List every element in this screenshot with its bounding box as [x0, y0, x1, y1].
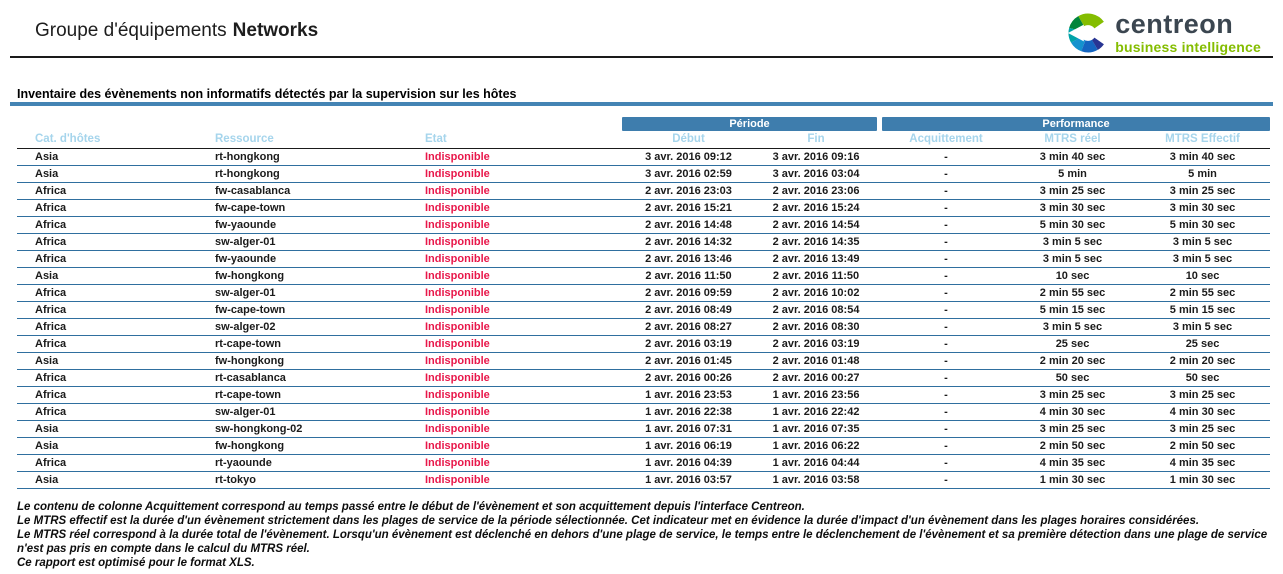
cell-mtrs-reel: 3 min 40 sec [1010, 148, 1135, 165]
cell-fin: 2 avr. 2016 14:54 [755, 216, 877, 233]
cell-cat-hotes: Africa [17, 216, 215, 233]
cell-mtrs-effectif: 3 min 25 sec [1135, 420, 1270, 437]
cell-mtrs-effectif: 4 min 30 sec [1135, 403, 1270, 420]
cell-mtrs-effectif: 4 min 35 sec [1135, 454, 1270, 471]
cell-acquittement: - [882, 454, 1010, 471]
cell-acquittement: - [882, 233, 1010, 250]
cell-debut: 1 avr. 2016 06:19 [622, 437, 755, 454]
cell-cat-hotes: Africa [17, 403, 215, 420]
cell-etat: Indisponible [425, 267, 622, 284]
column-header-mtrs-effectif: MTRS Effectif [1135, 131, 1270, 148]
cell-acquittement: - [882, 471, 1010, 488]
cell-acquittement: - [882, 165, 1010, 182]
cell-ressource: fw-hongkong [215, 267, 425, 284]
cell-debut: 2 avr. 2016 08:27 [622, 318, 755, 335]
column-header-etat: Etat [425, 131, 622, 148]
cell-mtrs-reel: 4 min 35 sec [1010, 454, 1135, 471]
cell-mtrs-reel: 5 min 30 sec [1010, 216, 1135, 233]
table-row [17, 318, 1270, 335]
cell-cat-hotes: Asia [17, 352, 215, 369]
cell-etat: Indisponible [425, 284, 622, 301]
cell-etat: Indisponible [425, 420, 622, 437]
column-header-debut: Début [622, 131, 755, 148]
cell-etat: Indisponible [425, 233, 622, 250]
footnote-xls: Ce rapport est optimisé pour le format XLS. [17, 557, 255, 569]
column-header-mtrs-reel: MTRS réel [1010, 131, 1135, 148]
cell-debut: 2 avr. 2016 11:50 [622, 267, 755, 284]
group-header-periode: Période [622, 117, 877, 131]
cell-acquittement: - [882, 267, 1010, 284]
cell-mtrs-reel: 3 min 25 sec [1010, 386, 1135, 403]
column-header-acquittement: Acquittement [882, 131, 1010, 148]
cell-mtrs-reel: 3 min 5 sec [1010, 233, 1135, 250]
cell-etat: Indisponible [425, 437, 622, 454]
cell-mtrs-effectif: 3 min 30 sec [1135, 199, 1270, 216]
cell-fin: 1 avr. 2016 03:58 [755, 471, 877, 488]
cell-mtrs-effectif: 5 min 30 sec [1135, 216, 1270, 233]
cell-mtrs-reel: 5 min 15 sec [1010, 301, 1135, 318]
cell-acquittement: - [882, 199, 1010, 216]
cell-debut: 1 avr. 2016 07:31 [622, 420, 755, 437]
footnotes [17, 500, 1271, 570]
table-row [17, 284, 1270, 301]
cell-debut: 1 avr. 2016 04:39 [622, 454, 755, 471]
cell-etat: Indisponible [425, 386, 622, 403]
cell-etat: Indisponible [425, 471, 622, 488]
cell-ressource: fw-cape-town [215, 199, 425, 216]
cell-mtrs-effectif: 3 min 25 sec [1135, 386, 1270, 403]
cell-mtrs-effectif: 5 min 15 sec [1135, 301, 1270, 318]
cell-etat: Indisponible [425, 165, 622, 182]
table-row [17, 250, 1270, 267]
cell-mtrs-reel: 3 min 5 sec [1010, 250, 1135, 267]
cell-debut: 1 avr. 2016 23:53 [622, 386, 755, 403]
cell-mtrs-reel: 3 min 25 sec [1010, 420, 1135, 437]
table-row [17, 437, 1270, 454]
cell-debut: 2 avr. 2016 14:32 [622, 233, 755, 250]
cell-mtrs-effectif: 50 sec [1135, 369, 1270, 386]
table-row [17, 454, 1270, 471]
cell-fin: 1 avr. 2016 07:35 [755, 420, 877, 437]
cell-mtrs-effectif: 2 min 20 sec [1135, 352, 1270, 369]
group-header-blank [17, 117, 622, 131]
table-row [17, 301, 1270, 318]
column-header-ressource: Ressource [215, 131, 425, 148]
cell-ressource: fw-hongkong [215, 437, 425, 454]
cell-etat: Indisponible [425, 352, 622, 369]
cell-etat: Indisponible [425, 369, 622, 386]
cell-fin: 1 avr. 2016 04:44 [755, 454, 877, 471]
header-divider [10, 56, 1273, 58]
cell-debut: 1 avr. 2016 03:57 [622, 471, 755, 488]
column-header-fin: Fin [755, 131, 877, 148]
cell-mtrs-effectif: 10 sec [1135, 267, 1270, 284]
cell-debut: 3 avr. 2016 02:59 [622, 165, 755, 182]
cell-mtrs-reel: 1 min 30 sec [1010, 471, 1135, 488]
centreon-c-icon [1068, 13, 1108, 53]
cell-acquittement: - [882, 403, 1010, 420]
section-title: Inventaire des évènements non informatifs détectés par la supervision sur les hôtes [17, 87, 517, 101]
cell-mtrs-reel: 3 min 5 sec [1010, 318, 1135, 335]
table-row [17, 335, 1270, 352]
cell-ressource: fw-hongkong [215, 352, 425, 369]
cell-mtrs-effectif: 3 min 5 sec [1135, 250, 1270, 267]
cell-debut: 2 avr. 2016 08:49 [622, 301, 755, 318]
page-title-prefix: Groupe d'équipements [35, 20, 227, 41]
cell-ressource: sw-alger-01 [215, 284, 425, 301]
logo-brand: centreon [1115, 9, 1234, 39]
cell-etat: Indisponible [425, 182, 622, 199]
cell-acquittement: - [882, 352, 1010, 369]
cell-etat: Indisponible [425, 216, 622, 233]
group-header-performance: Performance [882, 117, 1270, 131]
cell-etat: Indisponible [425, 148, 622, 165]
cell-fin: 2 avr. 2016 03:19 [755, 335, 877, 352]
cell-mtrs-effectif: 25 sec [1135, 335, 1270, 352]
cell-fin: 2 avr. 2016 11:50 [755, 267, 877, 284]
cell-fin: 1 avr. 2016 23:56 [755, 386, 877, 403]
table-row [17, 403, 1270, 420]
cell-cat-hotes: Asia [17, 471, 215, 488]
cell-cat-hotes: Africa [17, 454, 215, 471]
table-row [17, 182, 1270, 199]
cell-cat-hotes: Asia [17, 148, 215, 165]
cell-ressource: sw-alger-01 [215, 233, 425, 250]
table-row [17, 165, 1270, 182]
footnote-mtrs-effectif: Le MTRS effectif est la durée d'un évènement strictement dans les plages de service de la période sélectionnée. Cet indicateur met en évidence la durée d'impact d'un évènement dans les plages horaires considérées. [17, 515, 1200, 527]
cell-acquittement: - [882, 301, 1010, 318]
cell-ressource: rt-yaounde [215, 454, 425, 471]
table-column-header-row [17, 131, 1270, 148]
cell-ressource: sw-alger-02 [215, 318, 425, 335]
cell-mtrs-reel: 2 min 50 sec [1010, 437, 1135, 454]
cell-ressource: fw-cape-town [215, 301, 425, 318]
cell-acquittement: - [882, 386, 1010, 403]
cell-cat-hotes: Asia [17, 165, 215, 182]
cell-ressource: rt-cape-town [215, 335, 425, 352]
cell-fin: 2 avr. 2016 23:06 [755, 182, 877, 199]
cell-cat-hotes: Africa [17, 199, 215, 216]
cell-debut: 2 avr. 2016 09:59 [622, 284, 755, 301]
cell-cat-hotes: Africa [17, 386, 215, 403]
cell-mtrs-effectif: 1 min 30 sec [1135, 471, 1270, 488]
cell-fin: 2 avr. 2016 01:48 [755, 352, 877, 369]
cell-mtrs-reel: 3 min 30 sec [1010, 199, 1135, 216]
cell-fin: 2 avr. 2016 10:02 [755, 284, 877, 301]
cell-debut: 2 avr. 2016 01:45 [622, 352, 755, 369]
cell-etat: Indisponible [425, 250, 622, 267]
cell-cat-hotes: Africa [17, 301, 215, 318]
cell-etat: Indisponible [425, 301, 622, 318]
table-row [17, 420, 1270, 437]
cell-mtrs-effectif: 3 min 40 sec [1135, 148, 1270, 165]
cell-debut: 2 avr. 2016 23:03 [622, 182, 755, 199]
cell-mtrs-reel: 4 min 30 sec [1010, 403, 1135, 420]
cell-cat-hotes: Asia [17, 437, 215, 454]
cell-cat-hotes: Asia [17, 267, 215, 284]
cell-acquittement: - [882, 335, 1010, 352]
footnote-mtrs-reel: Le MTRS réel correspond à la durée total de l'évènement. Lorsqu'un évènement est déclenché en dehors d'une plage de service, le temps entre le déclenchement de l'évènement et sa première détection dans une plage de service n'est pas pris en compte dans le calcul du MTRS réel. [17, 529, 1268, 555]
table-body [17, 148, 1270, 488]
cell-debut: 1 avr. 2016 22:38 [622, 403, 755, 420]
cell-cat-hotes: Africa [17, 335, 215, 352]
cell-etat: Indisponible [425, 403, 622, 420]
cell-ressource: rt-hongkong [215, 148, 425, 165]
cell-acquittement: - [882, 148, 1010, 165]
cell-ressource: rt-hongkong [215, 165, 425, 182]
cell-fin: 3 avr. 2016 09:16 [755, 148, 877, 165]
cell-mtrs-reel: 2 min 55 sec [1010, 284, 1135, 301]
cell-debut: 2 avr. 2016 00:26 [622, 369, 755, 386]
table-group-header-row [17, 117, 1270, 131]
cell-ressource: fw-casablanca [215, 182, 425, 199]
cell-ressource: sw-hongkong-02 [215, 420, 425, 437]
table-row [17, 352, 1270, 369]
cell-acquittement: - [882, 318, 1010, 335]
cell-mtrs-reel: 3 min 25 sec [1010, 182, 1135, 199]
cell-acquittement: - [882, 437, 1010, 454]
cell-mtrs-reel: 2 min 20 sec [1010, 352, 1135, 369]
table-row [17, 369, 1270, 386]
cell-fin: 2 avr. 2016 00:27 [755, 369, 877, 386]
centreon-logo [1068, 11, 1261, 54]
footnote-acquittement: Le contenu de colonne Acquittement correspond au temps passé entre le début de l'évènement et son acquittement depuis l'interface Centreon. [17, 501, 805, 513]
table-row [17, 199, 1270, 216]
cell-mtrs-reel: 50 sec [1010, 369, 1135, 386]
cell-etat: Indisponible [425, 454, 622, 471]
cell-mtrs-effectif: 2 min 55 sec [1135, 284, 1270, 301]
cell-cat-hotes: Africa [17, 284, 215, 301]
cell-mtrs-effectif: 3 min 5 sec [1135, 233, 1270, 250]
cell-acquittement: - [882, 420, 1010, 437]
cell-ressource: fw-yaounde [215, 250, 425, 267]
cell-ressource: rt-casablanca [215, 369, 425, 386]
cell-fin: 3 avr. 2016 03:04 [755, 165, 877, 182]
table-row [17, 386, 1270, 403]
cell-mtrs-reel: 5 min [1010, 165, 1135, 182]
cell-cat-hotes: Asia [17, 420, 215, 437]
page-title [35, 20, 318, 42]
logo-tagline: business intelligence [1115, 39, 1261, 55]
cell-cat-hotes: Africa [17, 369, 215, 386]
cell-mtrs-effectif: 2 min 50 sec [1135, 437, 1270, 454]
cell-acquittement: - [882, 216, 1010, 233]
cell-ressource: rt-cape-town [215, 386, 425, 403]
cell-debut: 2 avr. 2016 03:19 [622, 335, 755, 352]
cell-fin: 2 avr. 2016 08:54 [755, 301, 877, 318]
logo-text [1115, 11, 1261, 54]
cell-ressource: rt-tokyo [215, 471, 425, 488]
cell-etat: Indisponible [425, 335, 622, 352]
cell-acquittement: - [882, 284, 1010, 301]
table-row [17, 148, 1270, 165]
cell-debut: 2 avr. 2016 14:48 [622, 216, 755, 233]
cell-cat-hotes: Africa [17, 182, 215, 199]
cell-cat-hotes: Africa [17, 318, 215, 335]
cell-acquittement: - [882, 182, 1010, 199]
column-header-cat-hotes: Cat. d'hôtes [17, 131, 215, 148]
cell-mtrs-effectif: 5 min [1135, 165, 1270, 182]
page-title-group: Networks [232, 20, 319, 41]
cell-debut: 3 avr. 2016 09:12 [622, 148, 755, 165]
cell-fin: 2 avr. 2016 15:24 [755, 199, 877, 216]
cell-fin: 2 avr. 2016 14:35 [755, 233, 877, 250]
table-row [17, 216, 1270, 233]
cell-mtrs-effectif: 3 min 25 sec [1135, 182, 1270, 199]
cell-mtrs-reel: 10 sec [1010, 267, 1135, 284]
cell-acquittement: - [882, 250, 1010, 267]
cell-cat-hotes: Africa [17, 233, 215, 250]
cell-debut: 2 avr. 2016 15:21 [622, 199, 755, 216]
section-underline [10, 102, 1273, 106]
cell-fin: 1 avr. 2016 22:42 [755, 403, 877, 420]
cell-fin: 1 avr. 2016 06:22 [755, 437, 877, 454]
cell-fin: 2 avr. 2016 08:30 [755, 318, 877, 335]
cell-acquittement: - [882, 369, 1010, 386]
cell-cat-hotes: Africa [17, 250, 215, 267]
table-row [17, 267, 1270, 284]
table-row [17, 233, 1270, 250]
events-table [17, 117, 1270, 489]
cell-ressource: fw-yaounde [215, 216, 425, 233]
cell-mtrs-effectif: 3 min 5 sec [1135, 318, 1270, 335]
cell-debut: 2 avr. 2016 13:46 [622, 250, 755, 267]
cell-mtrs-reel: 25 sec [1010, 335, 1135, 352]
cell-etat: Indisponible [425, 318, 622, 335]
cell-ressource: sw-alger-01 [215, 403, 425, 420]
table-row [17, 471, 1270, 488]
cell-etat: Indisponible [425, 199, 622, 216]
cell-fin: 2 avr. 2016 13:49 [755, 250, 877, 267]
